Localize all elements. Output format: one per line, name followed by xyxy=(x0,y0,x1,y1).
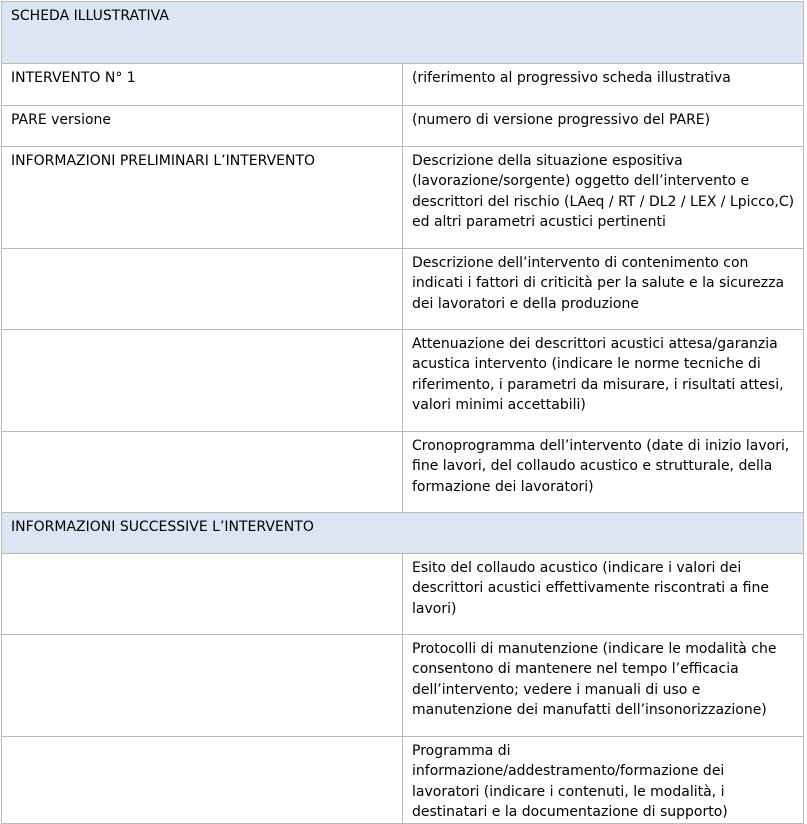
section-header-row xyxy=(2,2,804,64)
row-description: Cronoprogramma dell’intervento (date di inizio lavori, fine lavori, del collaudo acustico e strutturale, della formazione dei lavoratori) xyxy=(403,432,804,513)
table-row xyxy=(2,737,804,824)
row-description: (numero di versione progressivo del PARE) xyxy=(403,106,804,147)
table-row xyxy=(2,249,804,330)
row-description: Programma di informazione/addestramento/formazione dei lavoratori (indicare i contenuti, le modalità, i destinatari e la documentazione di supporto) xyxy=(403,737,804,824)
row-description: (riferimento al progressivo scheda illustrativa xyxy=(403,64,804,106)
table-row xyxy=(2,106,804,147)
section-title-successive: INFORMAZIONI SUCCESSIVE L’INTERVENTO xyxy=(2,513,804,554)
row-description: Esito del collaudo acustico (indicare i valori dei descrittori acustici effettivamente riscontrati a fine lavori) xyxy=(403,554,804,635)
scheda-table xyxy=(1,1,804,824)
table-row xyxy=(2,330,804,432)
row-label xyxy=(2,330,403,432)
section-title-scheda: SCHEDA ILLUSTRATIVA xyxy=(2,2,804,64)
table-row xyxy=(2,635,804,737)
row-label xyxy=(2,635,403,737)
row-description: Protocolli di manutenzione (indicare le modalità che consentono di mantenere nel tempo l’efficacia dell’intervento; vedere i manuali di uso e manutenzione dei manufatti dell’insonorizzazione) xyxy=(403,635,804,737)
row-description: Descrizione dell’intervento di contenimento con indicati i fattori di criticità per la salute e la sicurezza dei lavoratori e della produzione xyxy=(403,249,804,330)
row-label xyxy=(2,554,403,635)
row-label: INTERVENTO N° 1 xyxy=(2,64,403,106)
row-label xyxy=(2,737,403,824)
row-description: Attenuazione dei descrittori acustici attesa/garanzia acustica intervento (indicare le norme tecniche di riferimento, i parametri da misurare, i risultati attesi, valori minimi accettabili) xyxy=(403,330,804,432)
row-label xyxy=(2,432,403,513)
row-description: Descrizione della situazione espositiva (lavorazione/sorgente) oggetto dell’intervento e descrittori del rischio (LAeq / RT / DL2 / LEX / Lpicco,C) ed altri parametri acustici pertinenti xyxy=(403,147,804,249)
table-row xyxy=(2,147,804,249)
table-row xyxy=(2,432,804,513)
table-row xyxy=(2,64,804,106)
section-header-row xyxy=(2,513,804,554)
table-row xyxy=(2,554,804,635)
row-label: INFORMAZIONI PRELIMINARI L’INTERVENTO xyxy=(2,147,403,249)
row-label xyxy=(2,249,403,330)
row-label: PARE versione xyxy=(2,106,403,147)
